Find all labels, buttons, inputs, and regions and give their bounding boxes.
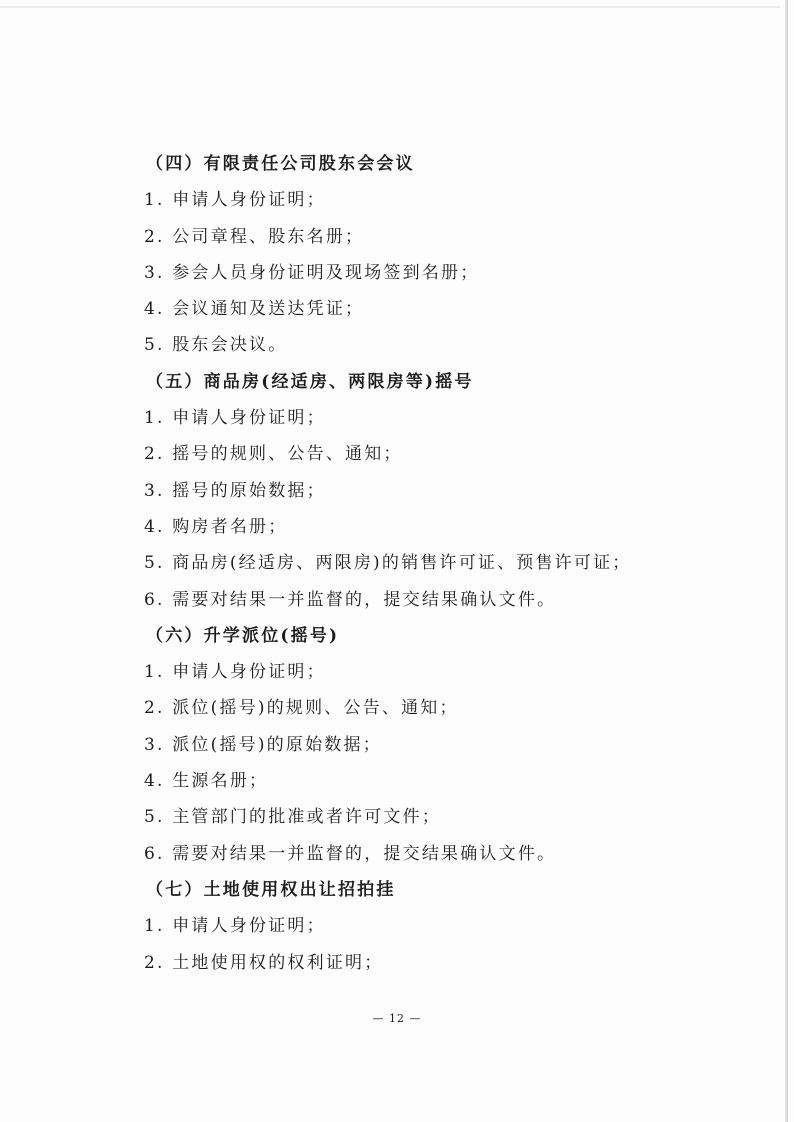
scan-top-edge — [0, 6, 780, 8]
list-item: 2. 土地使用权的权利证明； — [144, 952, 384, 973]
list-item: 5. 商品房(经适房、两限房)的销售许可证、预售许可证； — [144, 553, 632, 574]
list-item: 3. 派位(摇号)的原始数据； — [144, 734, 382, 755]
list-item: 5. 主管部门的批准或者许可文件； — [144, 807, 442, 828]
list-item: 4. 会议通知及送达凭证； — [144, 299, 365, 320]
list-item: 6. 需要对结果一并监督的，提交结果确认文件。 — [144, 589, 557, 610]
section-heading-4: （四）有限责任公司股东会会议 — [146, 154, 415, 174]
list-item: 3. 参会人员身份证明及现场签到名册； — [144, 262, 480, 283]
section-heading-7: （七）土地使用权出让招拍挂 — [146, 879, 396, 900]
list-item: 6. 需要对结果一并监督的，提交结果确认文件。 — [144, 843, 557, 864]
section-heading-6: （六）升学派位(摇号) — [146, 625, 340, 646]
page-number: — 12 — — [372, 1012, 422, 1025]
list-item: 1. 申请人身份证明； — [144, 662, 326, 683]
list-item: 1. 申请人身份证明； — [144, 916, 326, 937]
scan-right-edge — [785, 0, 788, 1122]
list-item: 4. 生源名册； — [144, 771, 269, 792]
section-heading-5: （五）商品房(经适房、两限房等)摇号 — [146, 371, 474, 392]
list-item: 2. 公司章程、股东名册； — [144, 226, 365, 247]
list-item: 1. 申请人身份证明； — [144, 408, 326, 429]
document-body — [144, 146, 664, 981]
list-item: 3. 摇号的原始数据； — [144, 480, 326, 501]
list-item: 1. 申请人身份证明； — [144, 190, 326, 211]
list-item: 4. 购房者名册； — [144, 516, 288, 537]
list-item: 5. 股东会决议。 — [144, 335, 288, 356]
list-item: 2. 摇号的规则、公告、通知； — [144, 444, 403, 465]
list-item: 2. 派位(摇号)的规则、公告、通知； — [144, 698, 459, 719]
